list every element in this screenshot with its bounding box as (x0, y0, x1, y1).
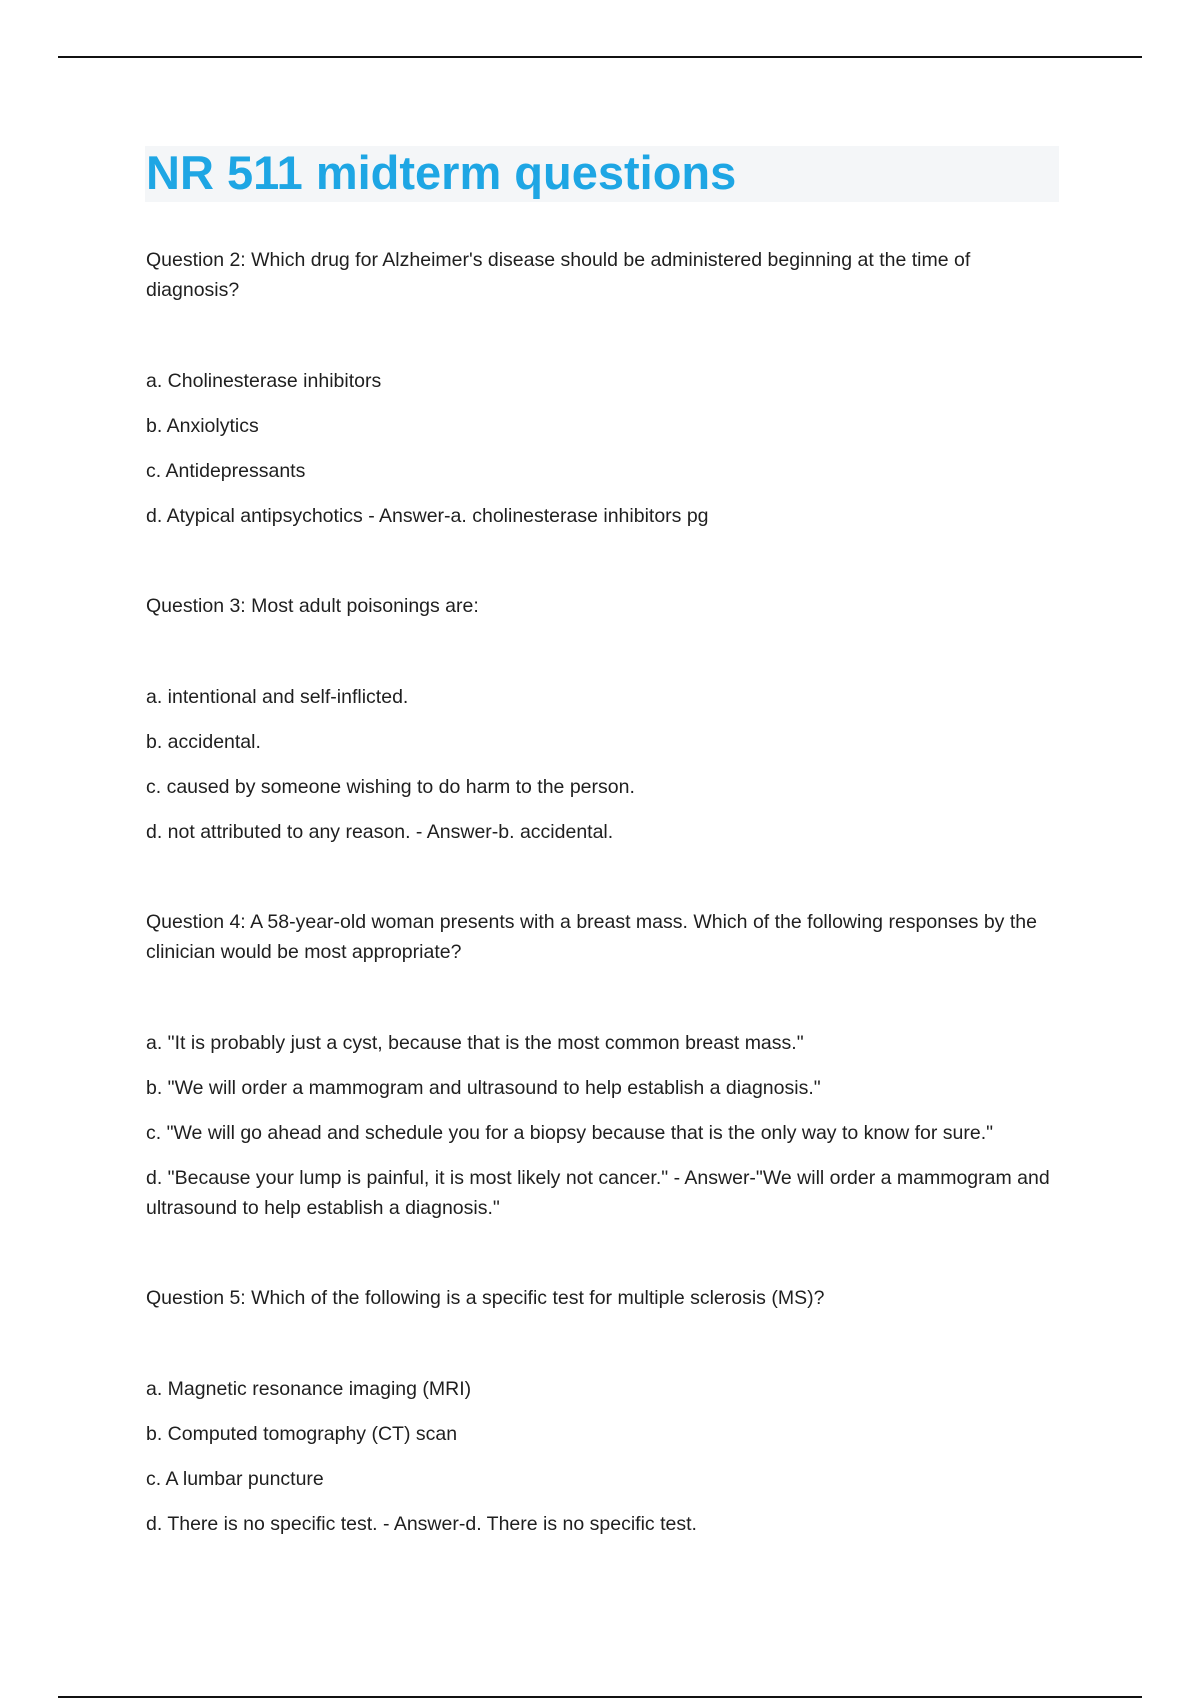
question-text: Question 3: Most adult poisonings are: (146, 595, 479, 617)
question-block (146, 907, 1066, 1223)
answer-option: d. "Because your lump is painful, it is most likely not cancer." - Answer-"We will order a mammogram and ultrasound to help establish a diagnosis." (146, 1167, 1050, 1219)
answer-option: a. Magnetic resonance imaging (MRI) (146, 1378, 472, 1400)
answer-option: c. Antidepressants (146, 460, 306, 482)
answer-option: a. intentional and self-inflicted. (146, 686, 409, 708)
page-top-rule (58, 56, 1142, 58)
answer-option: b. "We will order a mammogram and ultrasound to help establish a diagnosis." (146, 1077, 821, 1099)
question-block (146, 591, 1066, 847)
answer-option: a. Cholinesterase inhibitors (146, 370, 382, 392)
answer-option: c. "We will go ahead and schedule you for a biopsy because that is the only way to know for sure." (146, 1122, 994, 1144)
answer-option: d. not attributed to any reason. - Answer-b. accidental. (146, 821, 614, 843)
page-title: NR 511 midterm questions (146, 146, 737, 199)
question-block (146, 1283, 1066, 1539)
page-bottom-rule (58, 1696, 1142, 1698)
answer-option: c. A lumbar puncture (146, 1468, 324, 1490)
question-block (146, 245, 1066, 531)
answer-option: b. Anxiolytics (146, 415, 259, 437)
question-text: Question 4: A 58-year-old woman presents with a breast mass. Which of the following responses by the clinician would be most appropriate? (146, 911, 1037, 963)
question-text: Question 2: Which drug for Alzheimer's disease should be administered beginning at the time of diagnosis? (146, 249, 971, 301)
document-body (146, 245, 1066, 1599)
answer-option: c. caused by someone wishing to do harm to the person. (146, 776, 635, 798)
answer-option: d. There is no specific test. - Answer-d. There is no specific test. (146, 1513, 697, 1535)
answer-option: b. accidental. (146, 731, 261, 753)
answer-option: b. Computed tomography (CT) scan (146, 1423, 458, 1445)
answer-option: d. Atypical antipsychotics - Answer-a. cholinesterase inhibitors pg (146, 505, 709, 527)
question-text: Question 5: Which of the following is a specific test for multiple sclerosis (MS)? (146, 1287, 825, 1309)
answer-option: a. "It is probably just a cyst, because that is the most common breast mass." (146, 1032, 804, 1054)
